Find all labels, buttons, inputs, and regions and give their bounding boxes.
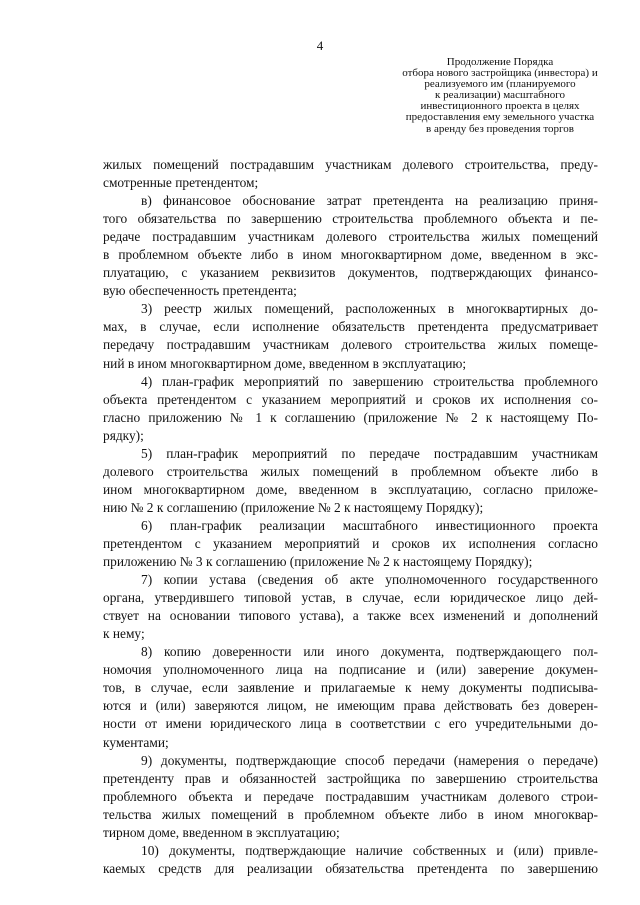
text-line: объекта претендентом с указанием мероприятий и сроков их исполнения со-	[103, 391, 598, 407]
header-note-line: Продолжение Порядка	[446, 56, 554, 68]
header-note	[355, 57, 640, 135]
text-line: долевого строительства жилых помещений в проблемном объекте либо в	[103, 463, 598, 479]
text-line: тельства жилых помещений в проблемном объекте либо в ином многоквар-	[103, 806, 598, 822]
text-line: органа, утвердившего типовой устав, в случае, если юридическое лицо дей-	[103, 590, 598, 606]
paragraph-first-line: 4) план-график мероприятий по завершению строительства проблемного	[141, 373, 598, 389]
text-line: тов, в случае, если заявление и прилагаемые к нему документы подписыва-	[103, 680, 598, 696]
text-line: ствует на основании типового устава), а также всех изменений и дополнений	[103, 608, 598, 624]
header-note-line: к реализации) масштабного	[435, 89, 565, 102]
text-line: претенденту прав и обязанностей застройщика по завершению строительства	[103, 770, 598, 786]
text-line: в проблемном объекте либо в ином многоквартирном доме, введенном в экс-	[103, 247, 598, 263]
text-line: передачу пострадавшим участникам долевого строительства жилых помеще-	[103, 337, 598, 353]
paragraph-first-line: 9) документы, подтверждающие способ передачи (намерения о передаче)	[141, 752, 598, 768]
text-line: того обязательства по завершению строительства проблемного объекта и пе-	[103, 211, 598, 227]
text-line: жилых помещений пострадавшим участникам долевого строительства, преду-	[103, 157, 598, 172]
text-line: приложению № 3 к соглашению (приложение № 2 к настоящему Порядку);	[103, 554, 533, 570]
paragraph-first-line: в) финансовое обоснование затрат претендента на реализацию приня-	[141, 193, 598, 209]
text-line: вую обеспеченность претендента;	[103, 283, 297, 299]
text-line: мах, в случае, если исполнение обязательств претендента предусматривает	[103, 319, 598, 335]
text-line: гласно приложению № 1 к соглашению (приложение № 2 к настоящему По-	[103, 409, 598, 425]
text-line: редаче пострадавшим участникам долевого строительства жилых помещений	[103, 229, 598, 245]
paragraph-first-line: 5) план-график мероприятий по передаче пострадавшим участникам	[141, 445, 598, 461]
header-note-line: предоставления ему земельного участка	[405, 111, 595, 124]
paragraph-first-line: 7) копии устава (сведения об акте уполномоченного государственного	[141, 572, 598, 588]
paragraph-first-line: 10) документы, подтверждающие наличие собственных и (или) привле-	[141, 842, 598, 858]
header-note-line: инвестиционного проекта в целях	[420, 100, 580, 113]
document-body	[103, 156, 598, 878]
text-line: к нему;	[103, 626, 145, 642]
text-line: ности от имени юридического лица в соответствии с его учредительными до-	[103, 716, 598, 732]
text-line: ются и (или) заверяются лицом, не имеющим права действовать без доверен-	[103, 698, 598, 714]
paragraph-first-line: 3) реестр жилых помещений, расположенных в многоквартирных до-	[141, 301, 598, 317]
header-note-line: в аренду без проведения торгов	[426, 122, 574, 135]
text-line: рядку);	[103, 427, 144, 443]
text-line: смотренные претендентом;	[103, 175, 259, 191]
text-line: ний в ином многоквартирном доме, введенном в эксплуатацию;	[103, 355, 467, 371]
header-note-line: реализуемого им (планируемого	[424, 78, 576, 91]
text-line: каемых средств для реализации обязательства претендента по завершению	[103, 860, 598, 876]
text-line: претендентом с указанием мероприятий и сроков их исполнения согласно	[103, 535, 598, 551]
text-line: кументами;	[103, 734, 169, 750]
paragraph-first-line: 8) копию доверенности или иного документа, подтверждающего пол-	[141, 644, 598, 660]
header-note-line: отбора нового застройщика (инвестора) и	[402, 67, 598, 80]
text-line: номочия уполномоченного лица на подписание и (или) заверение докумен-	[103, 662, 598, 678]
paragraph-first-line: 6) план-график реализации масштабного инвестиционного проекта	[141, 517, 598, 533]
text-line: проблемного объекта и передаче пострадавшим участникам долевого строи-	[103, 788, 598, 804]
text-line: ином многоквартирном доме, введенном в эксплуатацию, согласно приложе-	[103, 481, 598, 497]
text-line: тирном доме, введенном в эксплуатацию;	[103, 824, 340, 840]
text-line: нию № 2 к соглашению (приложение № 2 к настоящему Порядку);	[103, 499, 484, 515]
text-line: плуатацию, с указанием реквизитов документов, подтверждающих финансо-	[103, 265, 598, 281]
page-number: 4	[316, 38, 324, 53]
